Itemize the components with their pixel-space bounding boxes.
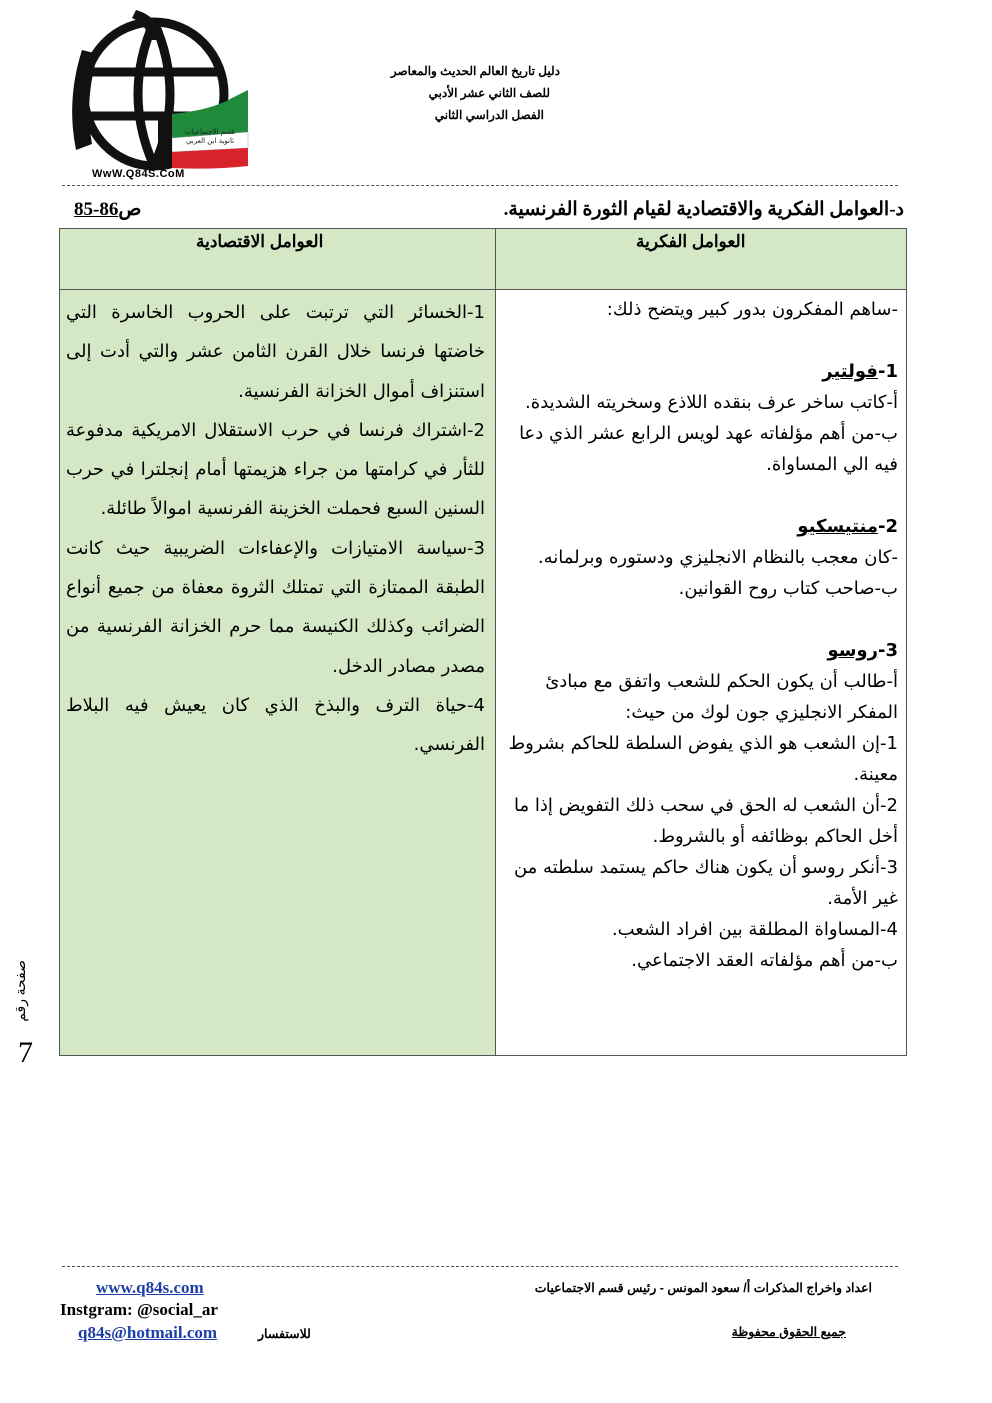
rousseau-heading bbox=[500, 635, 898, 666]
intel-factors-list bbox=[500, 294, 898, 976]
montesquieu-number: 2- bbox=[877, 516, 898, 537]
econ-header: العوامل الاقتصادية bbox=[196, 232, 324, 251]
rousseau-point-b: ب-من أهم مؤلفاته العقد الاجتماعي. bbox=[631, 950, 898, 971]
page-number: 7 bbox=[18, 1036, 33, 1069]
intel-intro: -ساهم المفكرون بدور كبير ويتضح ذلك: bbox=[606, 299, 898, 320]
header-line-1: دليل تاريخ العالم الحديث والمعاصر bbox=[390, 64, 560, 78]
voltaire-point-a: أ-كاتب ساخر عرف بنقده اللاذع وسخريته الشديدة. bbox=[525, 392, 898, 413]
page-range: 85-86 bbox=[74, 199, 119, 220]
rousseau-subpoint: 3-أنكر روسو أن يكون هناك حاكم يستمد سلطته من غير الأمة. bbox=[513, 857, 898, 909]
intel-header: العوامل الفكرية bbox=[636, 232, 746, 251]
rousseau-subpoint: 1-إن الشعب هو الذي يفوض السلطة للحاكم بشروط معينة. bbox=[508, 733, 898, 785]
econ-item: 2-اشتراك فرنسا في حرب الاستقلال الامريكية مدفوعة للثأر في كرامتها من جراء هزيمتها أمام إنجلترا في حرب السنين السبع فحملت الخزينة الفرنسية اموالاً طائلة. bbox=[66, 419, 485, 520]
montesquieu-heading bbox=[500, 511, 898, 542]
globe-logo-icon bbox=[62, 10, 262, 182]
header-divider bbox=[62, 185, 898, 186]
rousseau-number: 3- bbox=[877, 640, 898, 661]
header-line-3: الفصل الدراسي الثاني bbox=[434, 108, 544, 122]
voltaire-point-b: ب-من أهم مؤلفاته عهد لويس الرابع عشر الذي دعا فيه الي المساواة. bbox=[519, 423, 898, 475]
header-row-divider bbox=[59, 289, 907, 290]
logo-badge-text-2: ثانوية ابن العربي bbox=[185, 137, 235, 145]
rousseau-subpoint: 4-المساواة المطلقة بين افراد الشعب. bbox=[611, 919, 898, 940]
montesquieu-point-a: -كان معجب بالنظام الانجليزي ودستوره وبرلمانه. bbox=[537, 547, 898, 568]
credit-line: اعداد واخراج المذكرات أ/ سعود المونس - رئيس قسم الاجتماعيات bbox=[534, 1281, 872, 1295]
page-label: صفحة رقم bbox=[14, 960, 29, 1022]
page-reference bbox=[74, 198, 141, 221]
montesquieu-point-b: ب-صاحب كتاب روح القوانين. bbox=[678, 578, 898, 599]
rousseau-name: روسو bbox=[827, 640, 878, 661]
econ-item: 3-سياسة الامتيازات والإعفاءات الضريبية حيث كانت الطبقة الممتازة التي تمتلك الثروة معفاة من جميع أنواع الضرائب وكذلك الكنيسة مما حرم الخزانة الفرنسية من مصدر مصادر الدخل. bbox=[66, 537, 485, 677]
montesquieu-name: منتيسكيو bbox=[797, 516, 878, 537]
logo-url: WwW.Q84S.CoM bbox=[92, 168, 185, 180]
voltaire-heading bbox=[500, 356, 898, 387]
footer-divider bbox=[62, 1266, 898, 1267]
voltaire-number: 1- bbox=[877, 361, 898, 382]
voltaire-name: فولتير bbox=[822, 361, 878, 382]
inquiry-label: للاستفسار bbox=[258, 1327, 311, 1341]
rights-line: جميع الحقوق محفوظة bbox=[731, 1325, 846, 1339]
header-line-2: للصف الثاني عشر الأدبي bbox=[428, 86, 550, 100]
school-logo bbox=[62, 10, 262, 182]
website-link[interactable]: www.q84s.com bbox=[96, 1278, 204, 1297]
page-prefix: ص bbox=[118, 199, 142, 220]
rousseau-point-a: أ-طالب أن يكون الحكم للشعب واتفق مع مبادئ المفكر الانجليزي جون لوك من حيث: bbox=[545, 671, 898, 723]
econ-factors-list bbox=[66, 293, 485, 765]
email-link[interactable]: q84s@hotmail.com bbox=[78, 1323, 218, 1342]
econ-item: 1-الخسائر التي ترتبت على الحروب الخاسرة التي خاضتها فرنسا خلال القرن الثامن عشر والتي أدت إلى استنزاف أموال الخزانة الفرنسية. bbox=[66, 302, 485, 402]
section-title: د-العوامل الفكرية والاقتصادية لقيام الثورة الفرنسية. bbox=[503, 199, 904, 220]
instagram-handle: Instgram: @social_ar bbox=[60, 1300, 218, 1319]
rousseau-subpoint: 2-أن الشعب له الحق في سحب ذلك التفويض إذا ما أخل الحاكم بوظائفه أو بالشروط. bbox=[514, 795, 898, 847]
column-divider bbox=[495, 228, 496, 1056]
logo-badge-text-1: قسم الاجتماعيات bbox=[184, 128, 236, 136]
econ-item: 4-حياة الترف والبذخ الذي كان يعيش فيه البلاط الفرنسي. bbox=[66, 694, 485, 756]
